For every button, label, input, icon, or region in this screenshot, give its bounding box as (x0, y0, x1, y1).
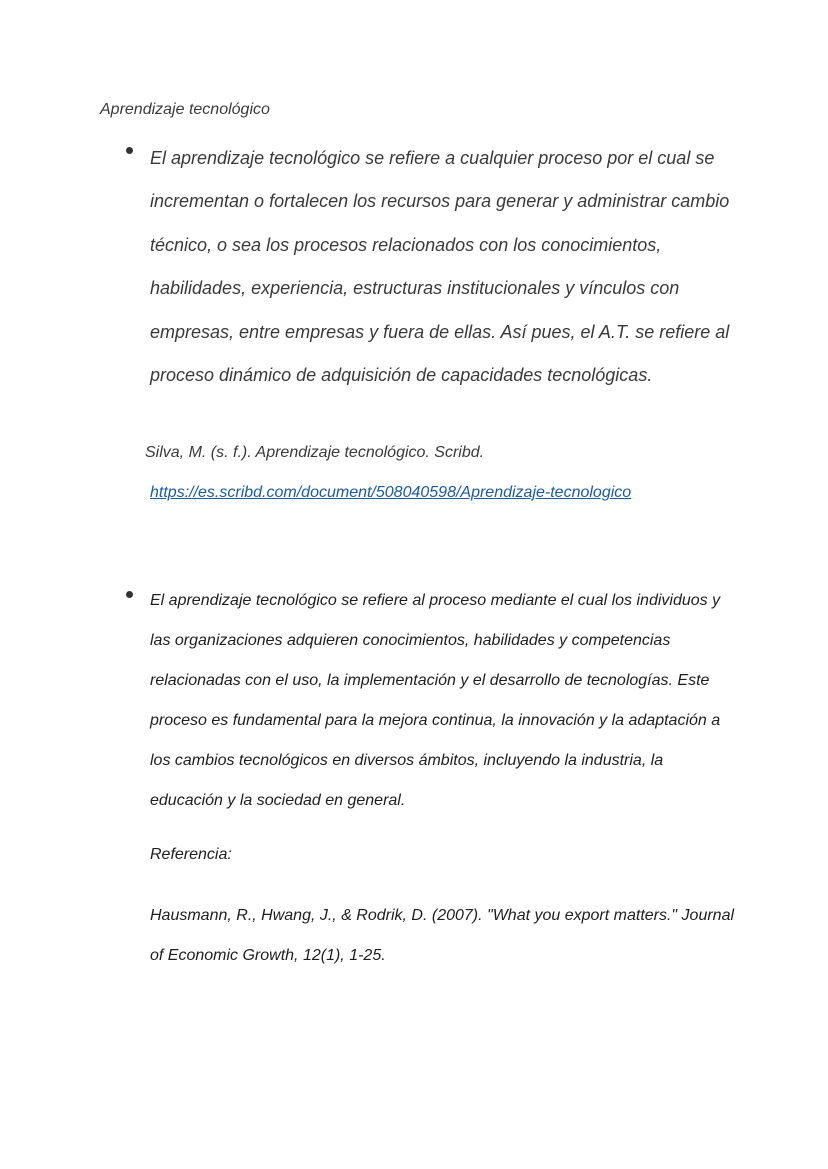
bullet-icon (126, 591, 133, 598)
entry-2-text: El aprendizaje tecnológico se refiere al proceso mediante el cual los individuos y las organizaciones adquieren conocimientos, habilidades y competencias relacionadas con el uso, la implementación y el desarrollo de tecnologías. Este proceso es fundamental para la mejora continua, la innovación y la adaptación a los cambios tecnológicos en diversos ámbitos, incluyendo la industria, la educación y la sociedad en general. (150, 592, 721, 809)
entry-2-reference-label: Referencia: (150, 846, 232, 863)
bullet-icon (126, 147, 133, 154)
entry-1-text: El aprendizaje tecnológico se refiere a cualquier proceso por el cual se incrementan o fortalecen los recursos para generar y administrar cambio técnico, o sea los procesos relacionados con los conocimientos, habilidades, experiencia, estructuras institucionales y vínculos con empresas, entre empresas y fuera de ellas. Así pues, el A.T. se refiere al proceso dinámico de adquisición de capacidades tecnológicas. (150, 148, 730, 386)
entry-2-reference-text: Hausmann, R., Hwang, J., & Rodrik, D. (2007). "What you export matters." Journal of Economic Growth, 12(1), 1-25. (150, 907, 735, 964)
entry-1-citation-link[interactable]: https://es.scribd.com/document/508040598/Aprendizaje-tecnologico (150, 484, 632, 501)
document-title: Aprendizaje tecnológico (100, 101, 270, 118)
entry-1-citation: Silva, M. (s. f.). Aprendizaje tecnológico. Scribd. (145, 444, 485, 461)
